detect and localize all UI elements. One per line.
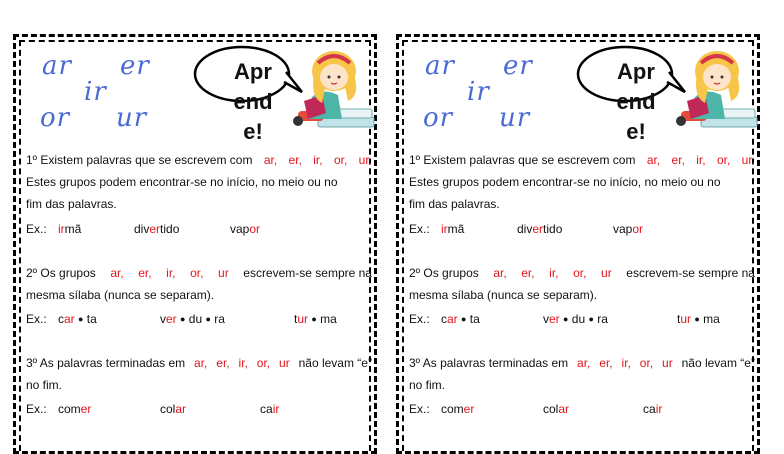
s3-prefix: 3º As palavras terminadas em (409, 356, 569, 370)
s1-line3: fim das palavras. (26, 197, 117, 211)
example-word: cair (260, 402, 280, 416)
s2-ex-label: Ex.: (26, 312, 47, 326)
s1-group: ur. (741, 153, 755, 167)
dot-icon: ● (78, 314, 84, 324)
s1-line2: Estes grupos podem encontrar-se no início, no meio ou no (26, 175, 338, 189)
s2-suffix: escrevem-se sempre na (243, 266, 372, 280)
letter-or: or (40, 103, 71, 133)
dot-icon: ● (563, 314, 569, 324)
s1-ex-label: Ex.: (409, 222, 430, 236)
section-1 (409, 149, 755, 215)
s1-prefix: 1º Existem palavras que se escrevem com (409, 153, 636, 167)
s2-line2: mesma sílaba (nunca se separam). (409, 288, 598, 302)
letter-ar: ar (425, 51, 455, 81)
s1-group: ir, (313, 153, 323, 167)
s2-group: er, (521, 266, 535, 280)
example-word: cair (643, 402, 663, 416)
example-syllables: tur ● ma (677, 312, 720, 326)
s1-prefix: 1º Existem palavras que se escrevem com (26, 153, 253, 167)
letter-er: er (503, 51, 533, 81)
section-2 (409, 262, 755, 306)
s2-group: ar, (110, 266, 124, 280)
dot-icon: ● (311, 314, 317, 324)
dot-icon: ● (461, 314, 467, 324)
s3-group: er, (599, 356, 613, 370)
s1-group: ar, (646, 153, 661, 167)
s2-group: or, (573, 266, 587, 280)
dot-icon: ● (205, 314, 211, 324)
example-word: comer (441, 402, 475, 416)
letter-ur: ur (499, 103, 531, 133)
letter-er: er (120, 51, 150, 81)
s1-group: er, (671, 153, 685, 167)
s3-line2: no fim. (26, 378, 63, 392)
s2-group: ar, (493, 266, 507, 280)
s3-group: ur (279, 356, 290, 370)
example-word: comer (58, 402, 92, 416)
s1-group: ir, (696, 153, 706, 167)
example-syllables: car ● ta (441, 312, 480, 326)
letter-ir: ir (84, 77, 107, 107)
s2-prefix: 2º Os grupos (409, 266, 479, 280)
s1-ex-label: Ex.: (26, 222, 47, 236)
letter-ar: ar (42, 51, 72, 81)
reading-girl-illustration (665, 47, 759, 143)
s1-line3: fim das palavras. (409, 197, 500, 211)
example-word: divertido (517, 222, 563, 236)
letter-ur: ur (116, 103, 148, 133)
section-1 (26, 149, 372, 215)
s2-suffix: escrevem-se sempre na (626, 266, 755, 280)
s3-suffix: não levam “e” (298, 356, 372, 370)
example-word: divertido (134, 222, 180, 236)
s2-ex-label: Ex.: (409, 312, 430, 326)
example-word: vapor (613, 222, 644, 236)
s2-group: ur (601, 266, 612, 280)
s1-group: ur. (358, 153, 372, 167)
example-word: irmã (441, 222, 465, 236)
s3-prefix: 3º As palavras terminadas em (26, 356, 186, 370)
section-3 (26, 352, 372, 396)
s2-group: ir, (166, 266, 176, 280)
s3-group: ir, (238, 356, 248, 370)
s3-group: or, (256, 356, 271, 370)
dot-icon: ● (180, 314, 186, 324)
s2-line2: mesma sílaba (nunca se separam). (26, 288, 215, 302)
s3-suffix: não levam “e” (681, 356, 755, 370)
s1-group: or, (333, 153, 348, 167)
example-syllables: ver ● du ● ra (160, 312, 225, 326)
example-word: colar (160, 402, 187, 416)
letter-or: or (423, 103, 454, 133)
section-3 (409, 352, 755, 396)
reading-girl-illustration (282, 47, 376, 143)
example-syllables: car ● ta (58, 312, 97, 326)
example-syllables: tur ● ma (294, 312, 337, 326)
dot-icon: ● (588, 314, 594, 324)
example-word: irmã (58, 222, 82, 236)
aprende-title: Apr end e! (616, 59, 656, 144)
s3-group: ur (662, 356, 673, 370)
dot-icon: ● (694, 314, 700, 324)
example-word: vapor (230, 222, 261, 236)
s3-group: or, (639, 356, 654, 370)
s3-ex-label: Ex.: (26, 402, 47, 416)
s2-group: ir, (549, 266, 559, 280)
example-syllables: ver ● du ● ra (543, 312, 608, 326)
worksheet-card-right (396, 34, 760, 454)
s1-group: ar, (263, 153, 278, 167)
s2-group: or, (190, 266, 204, 280)
s3-group: ir, (621, 356, 631, 370)
aprende-title: Apr end e! (233, 59, 273, 144)
s3-line2: no fim. (409, 378, 446, 392)
s2-prefix: 2º Os grupos (26, 266, 96, 280)
example-word: colar (543, 402, 570, 416)
s1-line2: Estes grupos podem encontrar-se no início, no meio ou no (409, 175, 721, 189)
worksheet-card-left (13, 34, 377, 454)
s3-ex-label: Ex.: (409, 402, 430, 416)
s2-group: ur (218, 266, 229, 280)
s2-group: er, (138, 266, 152, 280)
s3-group: er, (216, 356, 230, 370)
s3-group: ar, (577, 356, 591, 370)
section-2 (26, 262, 372, 306)
s1-group: er, (288, 153, 302, 167)
s3-group: ar, (194, 356, 208, 370)
letter-ir: ir (467, 77, 490, 107)
s1-group: or, (716, 153, 731, 167)
